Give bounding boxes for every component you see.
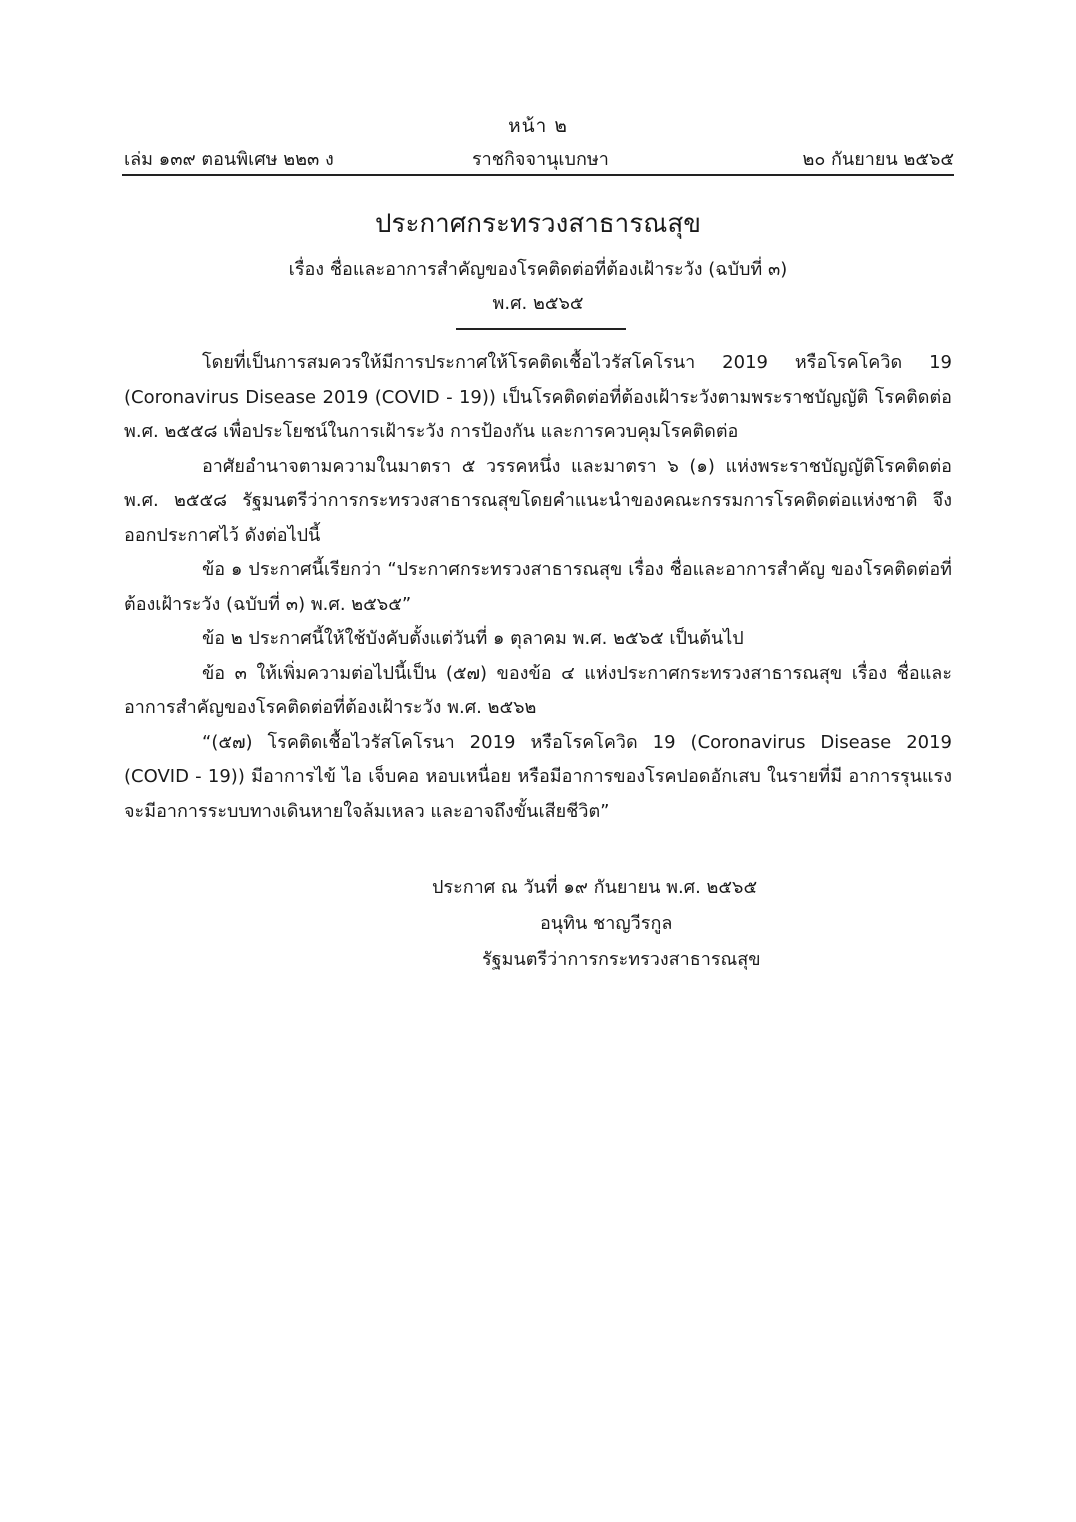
authority-paragraph: อาศัยอำนาจตามความในมาตรา ๕ วรรคหนึ่ง และมาตรา ๖ (๑) แห่งพระราชบัญญัติโรคติดต่อ พ.ศ. ๒๕๕๘ รัฐมนตรีว่าการกระทรวงสาธารณสุขโดยคำแนะนำของคณะกรรมการโรคติดต่อแห่งชาติ จึงออกประกาศไว้ ดังต่อไปนี้ (124, 455, 952, 546)
clause-57-paragraph: “(๕๗) โรคติดเชื้อไวรัสโคโรนา 2019 หรือโรคโควิด 19 (Coronavirus Disease 2019 (COVID - 19)) มีอาการไข้ ไอ เจ็บคอ หอบเหนื่อย หรือมีอาการของโรคปอดอักเสบ ในรายที่มี อาการรุนแรงจะมีอาการระบบทางเดินหายใจล้มเหลว และอาจถึงขั้นเสียชีวิต” (124, 731, 952, 822)
gazette-header (124, 144, 954, 170)
announcement-body (124, 346, 952, 829)
clause-2-paragraph: ข้อ ๒ ประกาศนี้ให้ใช้บังคับตั้งแต่วันที่ ๑ ตุลาคม พ.ศ. ๒๕๖๕ เป็นต้นไป (202, 628, 744, 649)
gazette-name: ราชกิจจานุเบกษา (472, 149, 609, 170)
clause-1-paragraph: ข้อ ๑ ประกาศนี้เรียกว่า “ประกาศกระทรวงสาธารณสุข เรื่อง ชื่อและอาการสำคัญ ของโรคติดต่อที่ต้องเฝ้าระวัง (ฉบับที่ ๓) พ.ศ. ๒๕๖๕” (124, 559, 952, 615)
preamble-paragraph: โดยที่เป็นการสมควรให้มีการประกาศให้โรคติดเชื้อไวรัสโคโรนา 2019 หรือโรคโควิด 19 (Coronavirus Disease 2019 (COVID - 19)) เป็นโรคติดต่อที่ต้องเฝ้าระวังตามพระราชบัญญัติ โรคติดต่อ พ.ศ. ๒๕๕๘ เพื่อประโยชน์ในการเฝ้าระวัง การป้องกัน และการควบคุมโรคติดต่อ (124, 352, 952, 442)
volume-issue: เล่ม ๑๓๙ ตอนพิเศษ ๒๒๓ ง (124, 149, 334, 170)
signatory-name: อนุทิน ชาญวีรกูล (540, 913, 673, 934)
publication-date: ๒๐ กันยายน ๒๕๖๕ (802, 149, 954, 170)
announcement-subject: เรื่อง ชื่อและอาการสำคัญของโรคติดต่อที่ต้องเฝ้าระวัง (ฉบับที่ ๓) (288, 259, 788, 280)
signatory-position: รัฐมนตรีว่าการกระทรวงสาธารณสุข (482, 949, 761, 970)
announcement-year: พ.ศ. ๒๕๖๕ (492, 293, 584, 314)
announcement-title: ประกาศกระทรวงสาธารณสุข (374, 209, 701, 239)
header-divider (122, 174, 954, 176)
clause-3-paragraph: ข้อ ๓ ให้เพิ่มความต่อไปนี้เป็น (๕๗) ของข้อ ๔ แห่งประกาศกระทรวงสาธารณสุข เรื่อง ชื่อและอาการสำคัญของโรคติดต่อที่ต้องเฝ้าระวัง พ.ศ. ๒๕๖๒ (124, 662, 952, 718)
page-number: หน้า ๒ (508, 115, 568, 137)
title-divider (456, 328, 626, 330)
announced-date: ประกาศ ณ วันที่ ๑๙ กันยายน พ.ศ. ๒๕๖๕ (432, 877, 758, 898)
